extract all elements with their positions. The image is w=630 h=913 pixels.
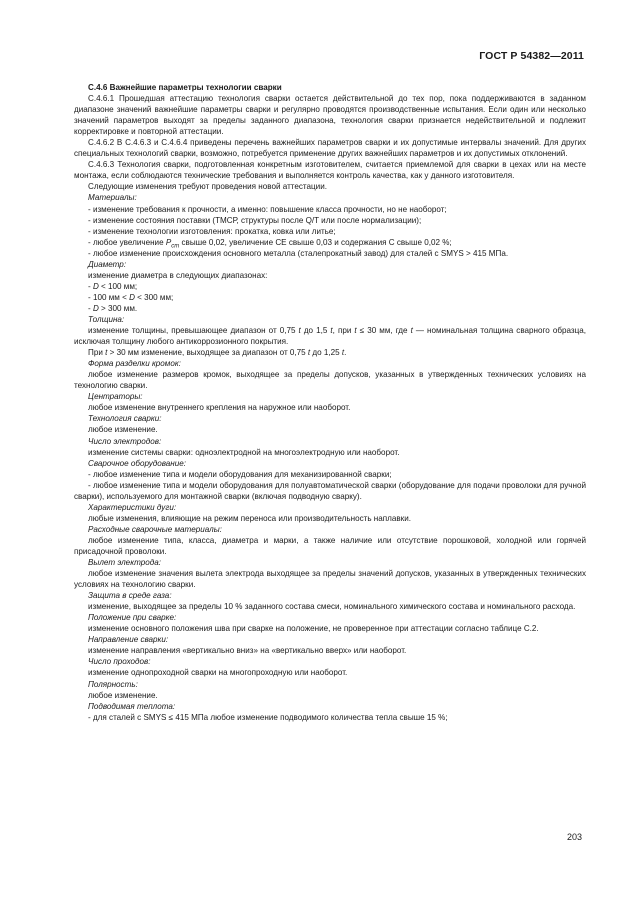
range-3-var: D	[92, 303, 99, 313]
thickness-text	[74, 325, 586, 347]
thickness-a2: до 1,5	[300, 326, 331, 336]
range-2-post: < 300 мм;	[134, 292, 174, 302]
range-1-pre: -	[88, 281, 93, 291]
stickout-text: любое изменение значения вылета электрода выходящее за пределы значений допусков, указанных в утвержденных технических условиях на технологию сварки.	[74, 569, 586, 590]
thickness-a4: ≤ 30 мм, где	[356, 326, 411, 336]
thickness-v4: t	[410, 326, 413, 336]
direction-text: изменение направления «вертикально вниз» на «вертикально вверх» или наоборот.	[88, 646, 407, 656]
materials-item-pcm	[74, 237, 586, 248]
alignment-text: любое изменение внутреннего крепления на наружное или наоборот.	[88, 403, 351, 413]
polarity-heading: Полярность:	[88, 679, 138, 689]
materials-item-1: - изменение требования к прочности, а именно: повышение класса прочности, но не наоборот;	[88, 204, 447, 214]
range-3-post: > 300 мм.	[98, 303, 138, 313]
thickness-b1: При	[88, 348, 106, 358]
heat-text: - для сталей с SMYS ≤ 415 МПа любое изменение подводимого количества тепла свыше 15 %;	[88, 712, 448, 722]
diameter-range-2	[74, 292, 586, 303]
paragraph-c462: С.4.6.2 В С.4.6.3 и С.4.6.4 приведены перечень важнейших параметров сварки и их допустимые интервалы значений. Для других специальных технологий сварки, возможно, потребуется применение других важнейших параметров и их допустимых отклонений.	[74, 138, 586, 159]
thickness-v2: t	[330, 326, 333, 336]
thickness-a5: — номинальная толщина сварного образца, исключая толщину любого антикоррозионного покрытия.	[74, 326, 586, 347]
gas-heading: Защита в среде газа:	[88, 591, 172, 601]
gas-text: изменение, выходящее за пределы 10 % заданного состава смеси, номинального химического состава и номинального расхода.	[88, 602, 576, 612]
paragraph-c461: С.4.6.1 Прошедшая аттестацию технология сварки остается действительной до тех пор, пока поддерживаются в заданном диапазоне значений важнейшие параметры сварки и регулярно проводятся производственные испытания. Если один или несколько значений параметров выходят за пределы заданного диапазона, технология сварки признается недействительной и подлежит корректировке и повторной аттестации.	[74, 94, 586, 137]
consumables-heading: Расходные сварочные материалы:	[88, 524, 222, 534]
thickness-a1: изменение толщины, превышающее диапазон от 0,75	[88, 326, 299, 336]
position-heading: Положение при сварке:	[88, 613, 177, 623]
equipment-item-2: - любое изменение типа и модели оборудования для полуавтоматической сварки (оборудование для подачи проволоки для ручной сварки), используемого для монтажной сварки (включая подводную сварку).	[74, 480, 586, 501]
thickness-heading: Толщина:	[88, 314, 125, 324]
diameter-range-3	[74, 303, 586, 314]
polarity-text: любое изменение.	[88, 690, 158, 700]
materials-item-3: - изменение технологии изготовления: прокатка, ковка или литье;	[88, 226, 336, 236]
equipment-heading: Сварочное оборудование:	[88, 458, 186, 468]
thickness-b3: до 1,25	[310, 348, 342, 358]
direction-heading: Направление сварки:	[88, 635, 169, 645]
groove-heading: Форма разделки кромок:	[88, 359, 181, 369]
electrodes-heading: Число электродов:	[88, 436, 162, 446]
paragraph-intro: Следующие изменения требуют проведения новой аттестации.	[88, 182, 327, 192]
thickness-v3: t	[354, 326, 357, 336]
thickness-a3: , при	[332, 326, 355, 336]
section-title: С.4.6 Важнейшие параметры технологии сварки	[88, 83, 282, 92]
thickness-bv2: t	[307, 348, 311, 358]
materials-heading: Материалы:	[88, 193, 137, 203]
pcm-suffix: свыше 0,02, увеличение СЕ свыше 0,03 и содержания С свыше 0,02 %;	[179, 237, 452, 247]
thickness-b4: .	[344, 348, 347, 358]
paragraph-c463: С.4.6.3 Технология сварки, подготовленная конкретным изготовителем, считается приемлемой для сварки в цехах или на месте монтажа, если соблюдаются технические требования и выполняется контроль качества, как у данного изготовителя.	[74, 160, 586, 181]
range-2-pre: - 100 мм <	[88, 292, 130, 302]
materials-item-2: - изменение состояния поставки (ТМСР, структуры после Q/T или после нормализации);	[88, 215, 422, 225]
equipment-item-1: - любое изменение типа и модели оборудования для механизированной сварки;	[88, 469, 392, 479]
range-1-var: D	[92, 281, 99, 291]
thickness-over-30	[74, 347, 586, 358]
position-text: изменение основного положения шва при сварке на положение, не проверенное при аттестации согласно таблице С.2.	[88, 624, 539, 634]
groove-text: любое изменение размеров кромок, выходящее за пределы допусков, указанных в утвержденных технических условиях на технологию сварки.	[74, 370, 586, 391]
pcm-subscript: cm	[171, 243, 180, 250]
passes-heading: Число проходов:	[88, 657, 151, 667]
electrodes-text: изменение системы сварки: одноэлектродной на многоэлектродную или наоборот.	[88, 447, 400, 457]
range-3-pre: -	[88, 303, 93, 313]
diameter-intro: изменение диаметра в следующих диапазонах:	[88, 270, 268, 280]
process-heading: Технология сварки:	[88, 414, 162, 424]
arc-text: любые изменения, влияющие на режим переноса или производительность наплавки.	[88, 513, 411, 523]
thickness-bv3: t	[341, 348, 345, 358]
heat-heading: Подводимая теплота:	[88, 701, 176, 711]
thickness-bv1: t	[105, 348, 108, 358]
materials-item-origin: - любое изменение происхождения основного металла (сталепрокатный завод) для сталей с SMYS > 415 МПа.	[88, 248, 509, 258]
stickout-heading: Вылет электрода:	[88, 558, 161, 568]
process-text: любое изменение.	[88, 425, 158, 435]
alignment-heading: Центраторы:	[88, 392, 143, 402]
page-number: 203	[566, 832, 582, 842]
arc-heading: Характеристики дуги:	[88, 502, 177, 512]
pcm-prefix: - любое увеличение	[88, 237, 166, 247]
thickness-v1: t	[298, 326, 301, 336]
diameter-range-1	[74, 281, 586, 292]
diameter-heading: Диаметр:	[88, 259, 127, 269]
thickness-b2: > 30 мм изменение, выходящее за диапазон от 0,75	[107, 348, 308, 358]
consumables-text: любое изменение типа, класса, диаметра и марки, а также наличие или отсутствие порошковой, холодной или горячей присадочной проволоки.	[74, 535, 586, 556]
document-id: ГОСТ Р 54382—2011	[479, 50, 584, 62]
pcm-symbol: P	[165, 237, 172, 247]
passes-text: изменение однопроходной сварки на многопроходную или наоборот.	[88, 668, 348, 678]
document-body	[74, 82, 586, 723]
range-1-post: < 100 мм;	[98, 281, 138, 291]
range-2-var: D	[129, 292, 135, 302]
